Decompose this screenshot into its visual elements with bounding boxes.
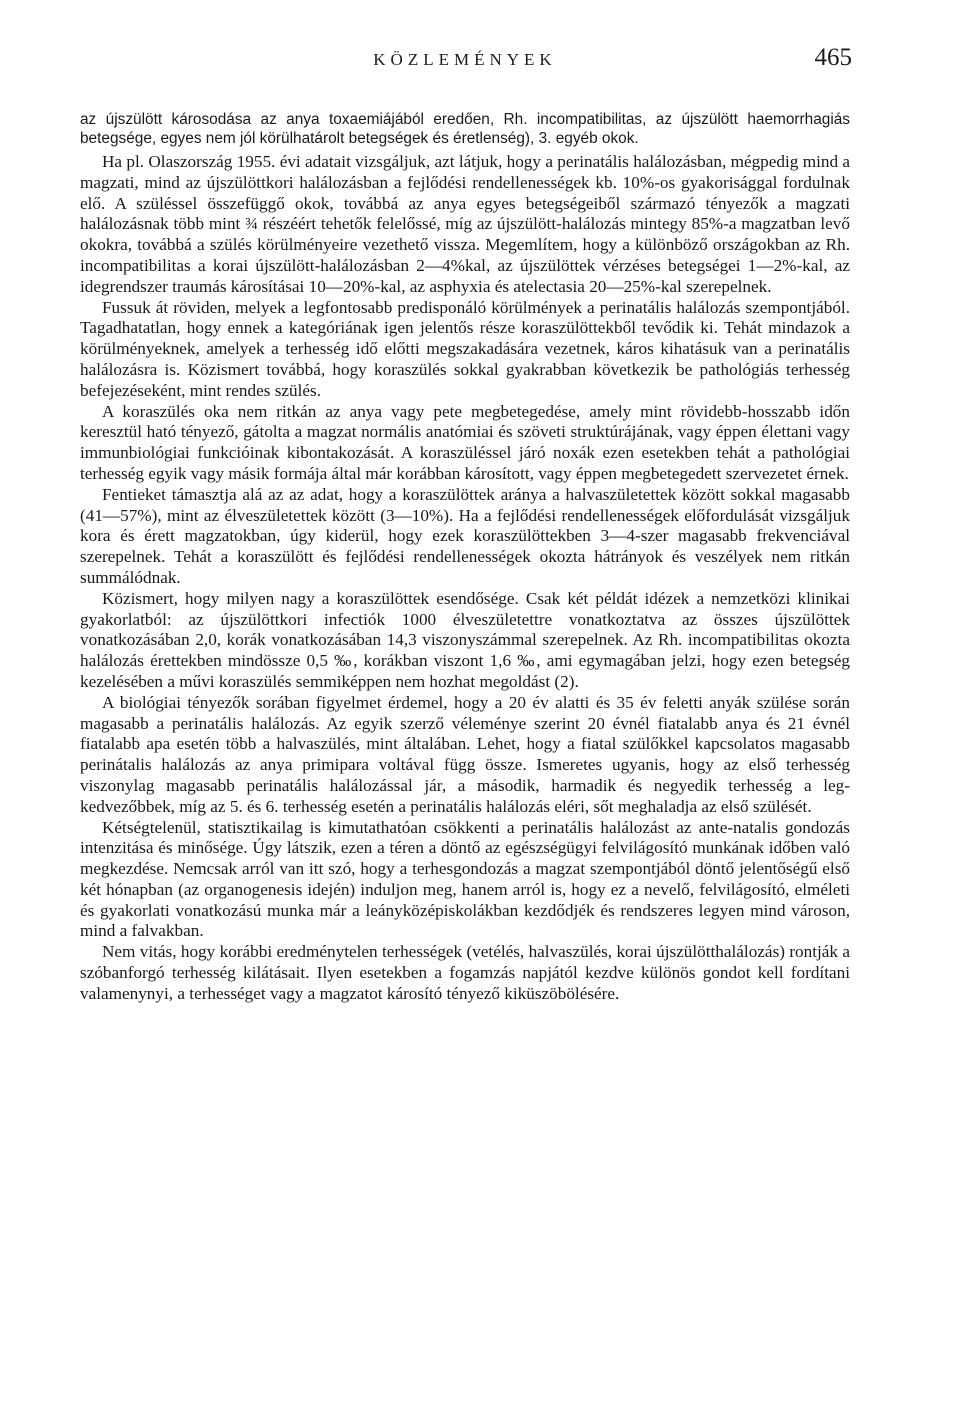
- paragraph: Ha pl. Olaszország 1955. évi adatait vizsgáljuk, azt látjuk, hogy a perinatális halálozásban, mégpedig mind a magzati, mind az újszülöttkori halálozásban a fejlődési rendellenességek kb. 10%-os gyakorisággal fordulnak elő. A szüléssel összefüggő okok, továbbá az anya egyes betegségeiből származó tényezők a magzati halálozásnak több mint ¾ részéért tehetők felelőssé, míg az újszülött-halálozás mintegy 85%-a magzatban levő okokra, továbbá a szülés körülményeire vezethető vissza. Megemlítem, hogy a különböző országokban az Rh. incompatibilitas a korai újszülött-halálozásban 2—4%kal, az újszülöttek vérzéses betegségei 1—2%-kal, az idegrendszer traumás károsításai 10—20%-kal, az asphyxia és atelectasia 20—25%-kal szerepelnek.: [80, 152, 850, 296]
- page-number: 465: [814, 44, 852, 71]
- paragraph: Fussuk át röviden, melyek a legfontosabb predisponáló körülmények a perinatális halálozás szempontjából. Tagadhatatlan, hogy ennek a kategóriának igen jelentős része koraszülöttekből tevődik ki. Tehát mindazok a körülményeknek, amelyek a terhesség idő előtti megszakadására vezetnek, káros kihatásuk van a perinatális halálozásra is. Közismert továbbá, hogy koraszülés sokkal gyakrabban következik be pathológiás terhesség befejezéseként, mint rendes szülés.: [80, 297, 850, 400]
- page-header: [78, 44, 852, 84]
- paragraph-continuation: az újszülött károsodása az anya toxaemiájából eredően, Rh. incompatibilitas, az újszülött haemorrhagiás betegsége, egyes nem jól körülhatárolt betegségek és éretlenség), 3. egyéb okok.: [80, 111, 850, 147]
- paragraph: Nem vitás, hogy korábbi eredménytelen terhességek (vetélés, halvaszülés, korai újszülötthalálozás) rontják a szóbanforgó terhesség kilátásait. Ilyen esetekben a fogamzás napjától kezdve különös gondot kell fordítani valamenynyi, a terhességet vagy a magzatot károsító tényező kiküszöbölésére.: [80, 942, 850, 1003]
- body-text: [80, 110, 850, 1005]
- running-head: KÖZLEMÉNYEK: [373, 50, 557, 69]
- paragraph: Kétségtelenül, statisztikailag is kimutathatóan csökkenti a perinatális halálozást az ante-natalis gondozás intenzitása és minősége. Úgy látszik, ezen a téren a döntő az egészségügyi felvilágosító munkának időben való megkezdése. Nemcsak arról van itt szó, hogy a terhesgondozás a magzat szempontjából döntő jelentőségű első két hónapban (az organogenesis idején) induljon meg, hanem arról is, hogy ez a nevelő, felvilágosító, elméleti és gyakorlati vonatkozású munka már a leányközépiskolákban kezdődjék és rendszeres legyen mind városon, mind a falvakban.: [80, 817, 850, 941]
- paragraph: Közismert, hogy milyen nagy a koraszülöttek esendősége. Csak két példát idézek a nemzetközi klinikai gyakorlatból: az újszülöttkori infectiók 1000 élveszületettre vonatkoztatva az összes újszülöttek vonatkozásában 2,0, korák vonatkozásában 14,3 viszonyszámmal szerepelnek. Az Rh. incompatibilitas okozta halálozás érettekben mindössze 0,5 ‰, korákban viszont 1,6 ‰, ami egymagában jelzi, hogy ezen betegség kezelésében a művi koraszülés semmiképpen nem hozhat megoldást (2).: [80, 588, 850, 691]
- paragraph: Fentieket támasztja alá az az adat, hogy a koraszülöttek aránya a halvaszületettek között sokkal magasabb (41—57%), mint az élveszületettek között (3—10%). Ha a fejlődési rendellenességek előfordulását vizsgáljuk kora és érett magzatokban, úgy kiderül, hogy ezek koraszülöttekben 3—4-szer magasabb frekvenciával szerepelnek. Tehát a koraszülött és fejlődési rendellenességek okozta hátrányok és veszélyek nem ritkán summálódnak.: [80, 484, 850, 587]
- paragraph: A koraszülés oka nem ritkán az anya vagy pete megbetegedése, amely mint rövidebb-hosszabb időn keresztül ható tényező, gátolta a magzat normális anatómiai és szöveti struktúrájának, vagy éppen élettani vagy immunbiológiai funkcióinak kibontakozását. A koraszüléssel járó noxák ezen esetekben tehát a pathológiai terhesség egyik vagy másik formája által már korábban károsított, vagy éppen megbetegedett szervezetet érnek.: [80, 401, 850, 483]
- paragraph: A biológiai tényezők sorában figyelmet érdemel, hogy a 20 év alatti és 35 év feletti anyák szülése során magasabb a perinatális halálozás. Az egyik szerző véleménye szerint 20 évnél fiatalabb anya és 21 évnél fiatalabb apa esetén több a halvaszülés, mint általában. Lehet, hogy a fiatal szülőkkel kapcsolatos magasabb perinátalis halálozás az anya primipara voltával függ össze. Ismeretes ugyanis, hogy az első terhesség viszonylag magasabb perinatális halálozással jár, a második, harmadik és negyedik terhesség a legkedvezőbbek, míg az 5. és 6. terhesség esetén a perinatális halálozás eléri, sőt meghaladja az első szülését.: [80, 692, 850, 816]
